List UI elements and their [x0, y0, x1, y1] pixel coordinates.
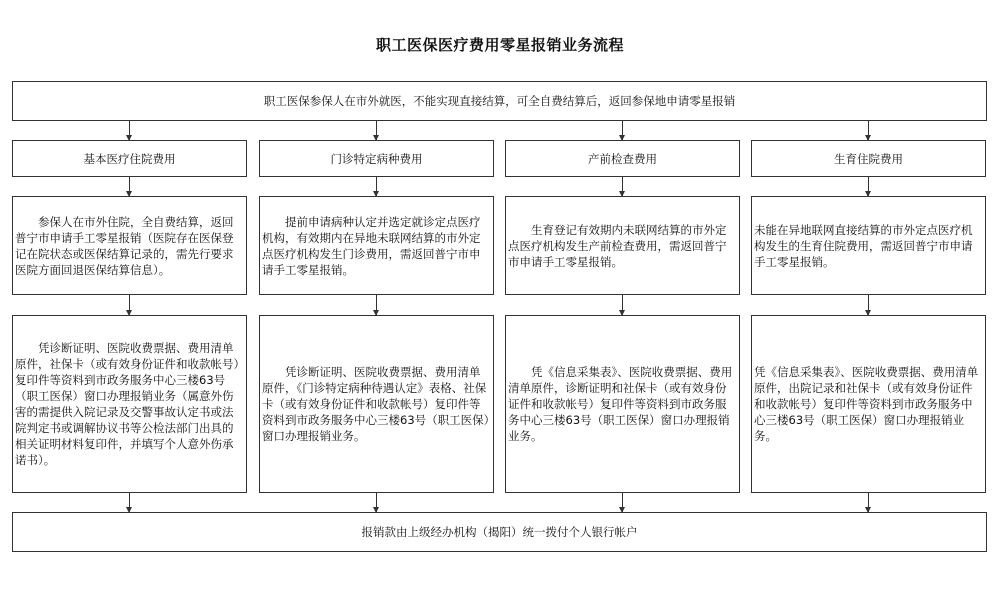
condition-box-inpatient	[12, 196, 247, 295]
arrow-down-icon	[622, 121, 623, 140]
arrow-down-icon	[376, 177, 377, 196]
category-header-inpatient: 基本医疗住院费用	[12, 140, 247, 177]
category-header-outpatient-special: 门诊特定病种费用	[259, 140, 494, 177]
bottom-box-text: 报销款由上级经办机构（揭阳）统一拨付个人银行帐户	[361, 525, 638, 539]
condition-text: 未能在异地联网直接结算的市外定点医疗机构发生的生育住院费用，需返回普宁市申请手工零星报销。	[754, 222, 973, 269]
condition-box-maternity	[751, 196, 986, 295]
arrow-down-icon	[376, 295, 377, 315]
materials-box-maternity	[751, 315, 986, 493]
page-title: 职工医保医疗费用零星报销业务流程	[375, 36, 624, 54]
top-box-text: 职工医保参保人在市外就医，不能实现直接结算，可全自费结算后，返回参保地申请零星报销	[263, 94, 736, 108]
arrow-down-icon	[622, 177, 623, 196]
bottom-box	[12, 512, 987, 552]
arrow-down-icon	[622, 295, 623, 315]
arrow-down-icon	[868, 177, 869, 196]
materials-box-inpatient	[12, 315, 247, 493]
condition-box-prenatal	[505, 196, 740, 295]
arrow-down-icon	[868, 295, 869, 315]
materials-box-prenatal	[505, 315, 740, 493]
arrow-down-icon	[129, 121, 130, 140]
materials-text: 凭《信息采集表》、医院收费票据、费用清单原件，诊断证明和社保卡（或有效身份证件和收款帐号）复印件等资料到市政务服务中心三楼63号（职工医保）窗口办理报销业务。	[508, 365, 733, 443]
arrow-down-icon	[868, 121, 869, 140]
materials-text: 凭《信息采集表》、医院收费票据、费用清单原件，出院记录和社保卡（或有效身份证件和收款帐号）复印件等资料到市政务服务中心三楼63号（职工医保）窗口办理报销业务。	[754, 365, 979, 443]
arrow-down-icon	[376, 121, 377, 140]
materials-text: 凭诊断证明、医院收费票据、费用清单原件，《门诊特定病种待遇认定》表格、社保卡（或有效身份证件和收款帐号）复印件等资料到市政务服务中心三楼63号（职工医保）窗口办理报销业务。	[262, 365, 490, 443]
arrow-down-icon	[376, 493, 377, 512]
arrow-down-icon	[129, 295, 130, 315]
arrow-down-icon	[129, 177, 130, 196]
condition-box-outpatient-special	[259, 196, 494, 295]
condition-text: 参保人在市外住院，全自费结算，返回普宁市申请手工零星报销（医院存在医保登记在院状态或医保结算记录的，需先行要求医院方面回退医保结算信息）。	[15, 214, 234, 277]
arrow-down-icon	[129, 493, 130, 512]
condition-text: 提前申请病种认定并选定就诊定点医疗机构，有效期内在异地未联网结算的市外定点医疗机构发生门诊费用，需返回普宁市申请手工零星报销。	[262, 214, 481, 277]
materials-text: 凭诊断证明、医院收费票据、费用清单原件，社保卡（或有效身份证件和收款帐号）复印件等资料到市政务服务中心三楼63号（职工医保）窗口办理报销业务（属意外伤害的需提供入院记录及交警事故认定书或法院判定书或调解协议书等公检法部门出具的相关证明材料复印件，并填写个人意外伤承诺书）。	[15, 341, 240, 467]
top-box	[12, 81, 987, 121]
arrow-down-icon	[868, 493, 869, 512]
materials-box-outpatient-special	[259, 315, 494, 493]
condition-text: 生育登记有效期内未联网结算的市外定点医疗机构发生产前检查费用，需返回普宁市申请手工零星报销。	[508, 222, 727, 269]
arrow-down-icon	[622, 493, 623, 512]
category-header-prenatal: 产前检查费用	[505, 140, 740, 177]
category-header-maternity: 生育住院费用	[751, 140, 986, 177]
